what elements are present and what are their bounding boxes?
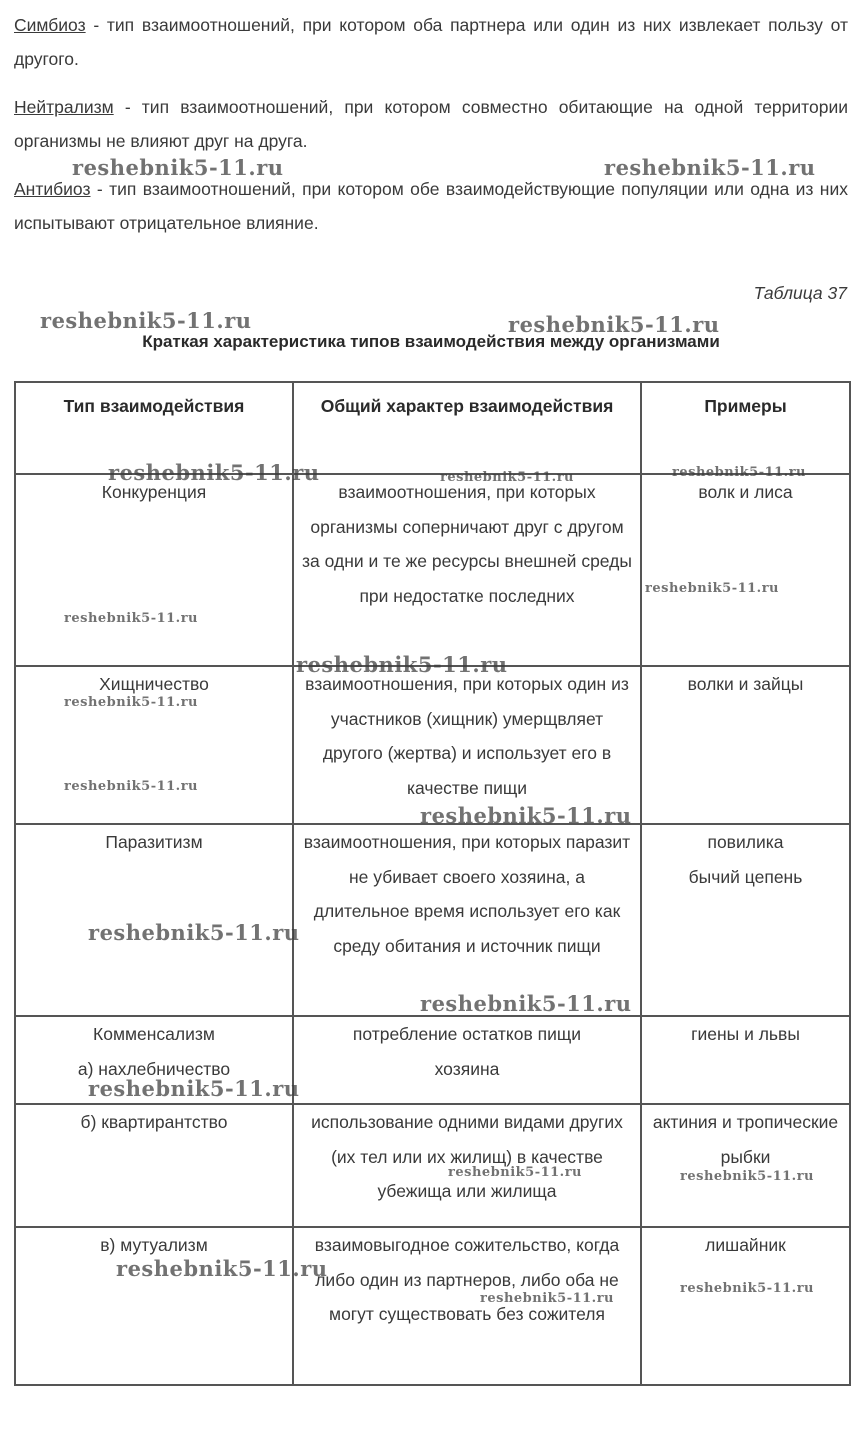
header-examples: Примеры [641,382,850,474]
watermark: reshebnik5-11.ru [40,308,252,333]
watermark: reshebnik5-11.ru [645,581,780,596]
watermark: reshebnik5-11.ru [420,803,632,828]
cell-type: б) квартирантство [15,1104,293,1227]
watermark: reshebnik5-11.ru [480,1291,615,1306]
watermark: reshebnik5-11.ru [64,611,199,626]
watermark: reshebnik5-11.ru [604,155,816,180]
cell-description: потребление остатков пищи хозяина [293,1016,641,1104]
cell-type: Хищничество [15,666,293,824]
cell-type: в) мутуализм [15,1227,293,1385]
table-row [15,1104,850,1227]
cell-examples: актиния и тропические рыбки [641,1104,850,1227]
watermark: reshebnik5-11.ru [680,1169,815,1184]
watermark: reshebnik5-11.ru [680,1281,815,1296]
table-header-row [15,382,850,474]
term-symbiosis: Симбиоз [14,15,86,35]
cell-type: Паразитизм [15,824,293,1016]
header-description: Общий характер взаимодействия [293,382,641,474]
watermark: reshebnik5-11.ru [72,155,284,180]
cell-description: использование одними видами других (их тел или их жилищ) в качестве убежища или жилища [293,1104,641,1227]
definition-symbiosis [14,8,848,76]
definition-text: - тип взаимоотношений, при котором обе взаимодействующие популяции или одна из них испытывают отрицательное влияние. [14,179,848,233]
definition-text: - тип взаимоотношений, при котором совместно обитающие на одной территории организмы не влияют друг на друга. [14,97,848,151]
cell-description: взаимоотношения, при которых организмы соперничают друг с другом за одни и те же ресурсы внешней среды при недостатке последних [293,474,641,666]
cell-type [15,1016,293,1104]
cell-type: Конкуренция [15,474,293,666]
term-neutralism: Нейтрализм [14,97,114,117]
watermark: reshebnik5-11.ru [88,1076,300,1101]
cell-description: взаимоотношения, при которых один из участников (хищник) умерщвляет другого (жертва) и использует его в качестве пищи [293,666,641,824]
interaction-types-table [14,381,851,1386]
table-title: Краткая характеристика типов взаимодействия между организмами [142,332,720,351]
definition-antibiosis [14,172,848,240]
definition-neutralism [14,90,848,158]
cell-examples: волк и лиса [641,474,850,666]
table-row [15,666,850,824]
watermark: reshebnik5-11.ru [64,695,199,710]
watermark: reshebnik5-11.ru [116,1256,328,1281]
term-antibiosis: Антибиоз [14,179,91,199]
watermark: reshebnik5-11.ru [88,920,300,945]
watermark: reshebnik5-11.ru [448,1165,583,1180]
cell-type-sub: а) нахлебничество [77,1058,231,1079]
definition-text: - тип взаимоотношений, при котором оба партнера или один из них извлекает пользу от другого. [14,15,848,69]
table-row [15,1016,850,1104]
cell-description: взаимовыгодное сожительство, когда либо один из партнеров, либо оба не могут существовать без сожителя [293,1227,641,1385]
watermark: reshebnik5-11.ru [672,465,807,480]
watermark: reshebnik5-11.ru [508,312,720,337]
watermark: reshebnik5-11.ru [64,779,199,794]
cell-examples: лишайник [641,1227,850,1385]
cell-examples: гиены и львы [641,1016,850,1104]
watermark: reshebnik5-11.ru [108,460,320,485]
cell-type-main: Комменсализм [93,1024,215,1044]
watermark: reshebnik5-11.ru [440,470,575,485]
header-type: Тип взаимодействия [15,382,293,474]
table-row [15,824,850,1016]
cell-examples: повилика бычий цепень [641,824,850,1016]
cell-examples: волки и зайцы [641,666,850,824]
watermark: reshebnik5-11.ru [296,652,508,677]
table-number: Таблица 37 [753,283,847,303]
table-row [15,1227,850,1385]
table-row [15,474,850,666]
watermark: reshebnik5-11.ru [420,991,632,1016]
cell-description: взаимоотношения, при которых паразит не убивает своего хозяина, а длительное время использует его как среду обитания и источник пищи [293,824,641,1016]
